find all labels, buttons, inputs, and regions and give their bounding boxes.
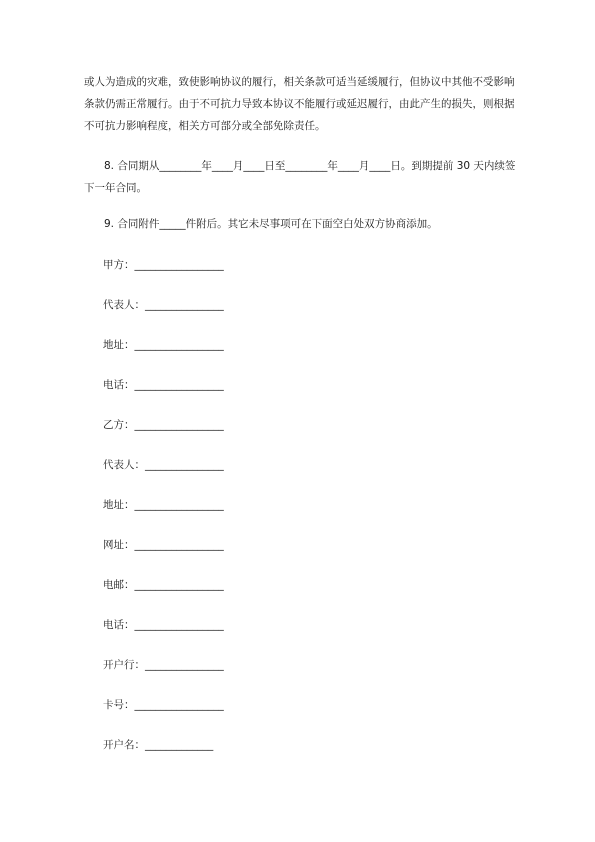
party-b-address-field: 地址：_________________ [103,499,224,511]
party-b-website-field: 网址：_________________ [103,539,224,551]
force-majeure-paragraph: 或人为造成的灾难，致使影响协议的履行，相关条款可适当延缓履行，但协议中其他不受影响条款仍需正常履行。由于不可抗力导致本协议不能履行或延迟履行，由此产生的损失，则根据不可抗力影响程度，相关方可部分或全部免除责任。 [84,76,515,132]
contract-term-paragraph: 8. 合同期从________年____月____日至________年____月____日。到期提前 30 天内续签下一年合同。 [84,160,516,194]
party-b-email-field: 电邮：_________________ [103,579,224,591]
party-a-phone-field: 电话：_________________ [103,379,224,391]
party-b-phone-field: 电话：_________________ [103,619,224,631]
party-b-representative-field: 代表人：_______________ [103,459,224,471]
party-a-representative-field: 代表人：_______________ [103,299,224,311]
party-a-field: 甲方：_________________ [103,259,224,271]
party-a-address-field: 地址：_________________ [103,339,224,351]
account-name-field: 开户名：_____________ [103,739,214,751]
card-number-field: 卡号：_________________ [103,699,224,711]
bank-name-field: 开户行：_______________ [103,659,224,671]
party-b-field: 乙方：_________________ [103,419,224,431]
attachments-paragraph: 9. 合同附件_____件附后。其它未尽事项可在下面空白处双方协商添加。 [104,218,438,230]
